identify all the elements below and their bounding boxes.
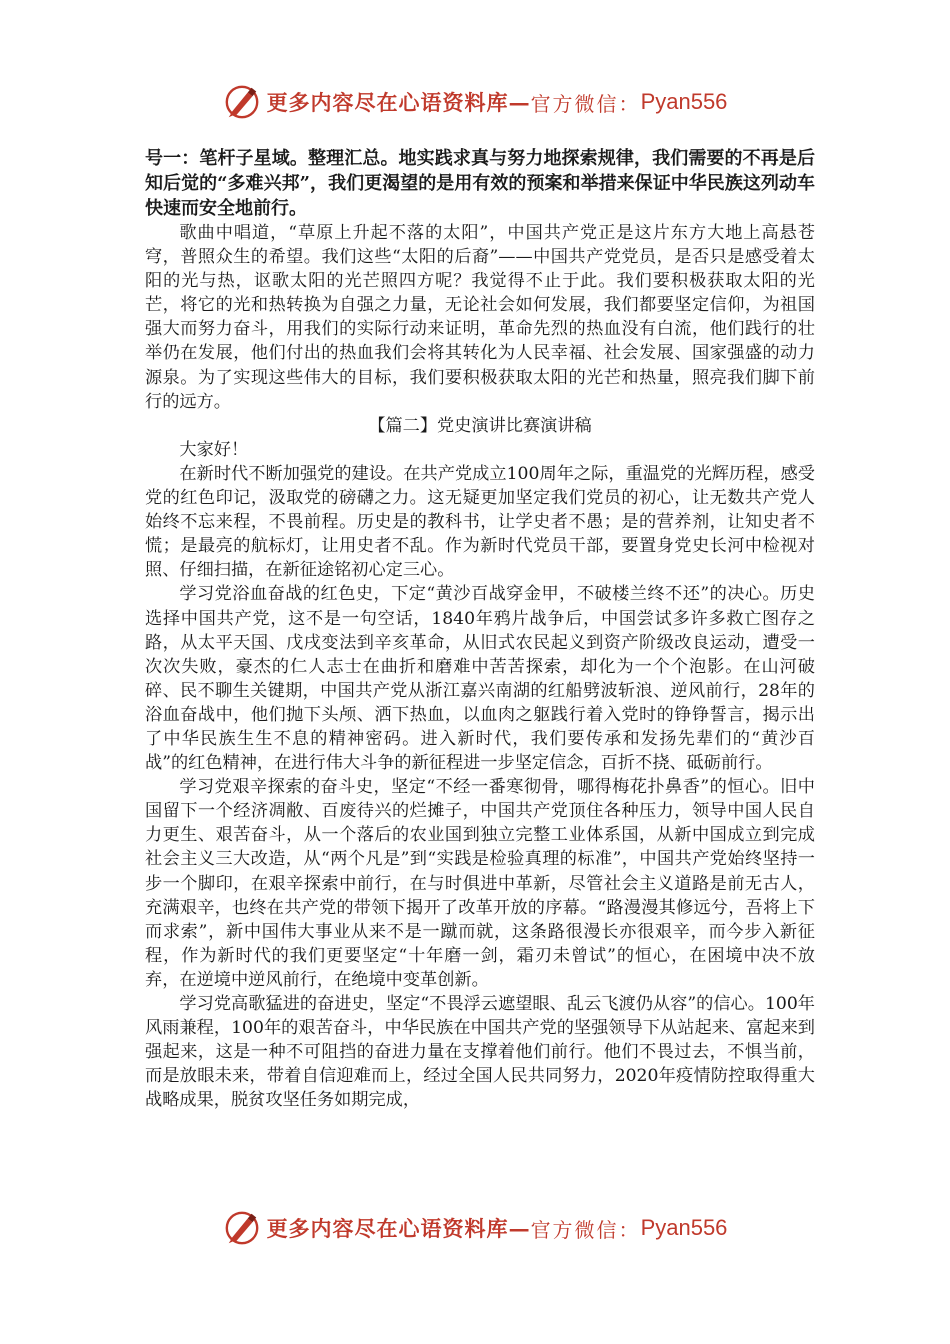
paragraph-red-history: 学习党浴血奋战的红色史，下定“黄沙百战穿金甲，不破楼兰终不还”的决心。历史选择中国共产党，这不是一句空话，1840年鸦片战争后，中国尝试多许多救亡图存之路，从太平天国、戊戌变法到辛亥革命，从旧式农民起义到资产阶级改良运动，遭受一次次失败，豪杰的仁人志士在曲折和磨难中苦苦探索，却化为一个个泡影。在山河破碎、民不聊生关键期，中国共产党从浙江嘉兴南湖的红船劈波斩浪、逆风前行，28年的浴血奋战中，他们抛下头颅、洒下热血，以血肉之躯践行着入党时的铮铮誓言，揭示出了中华民族生生不息的精神密码。进入新时代，我们要传承和发扬先辈们的“黄沙百战”的红色精神，在进行伟大斗争的新征程进一步坚定信念，百折不挠、砥砺前行。	[145, 584, 815, 774]
banner-contact-label: 官方微信：	[530, 91, 641, 116]
pen-logo-icon	[223, 83, 261, 121]
paragraph-new-era: 在新时代不断加强党的建设。在共产党成立100周年之际，重温党的光辉历程，感受党的红色印记，汲取党的磅礴之力。这无疑更加坚定我们党员的初心，让无数共产党人始终不忘来程，不畏前程。历史是的教科书，让学史者不愚；是的营养剂，让知史者不慌；是最亮的航标灯，让用史者不乱。作为新时代党员干部，要置身党史长河中检视对照、仔细扫描，在新征途铭初心定三心。	[145, 463, 815, 581]
banner-slogan: 更多内容尽在心语资料库	[266, 1216, 509, 1241]
top-banner	[0, 80, 950, 124]
section-heading: 【篇二】党史演讲比赛演讲稿	[368, 415, 592, 436]
banner-contact-label: 官方微信：	[530, 1217, 641, 1242]
paragraph-sun-song: 歌曲中唱道，“草原上升起不落的太阳”，中国共产党正是这片东方大地上高悬苍穹，普照众生的希望。我们这些“太阳的后裔”——中国共产党党员，是否只是感受着太阳的光与热，讴歌太阳的光芒照四方呢？我觉得不止于此。我们要积极获取太阳的光芒，将它的光和热转换为自强之力量，无论社会如何发展，我们都要坚定信仰，为祖国强大而努力奋斗，用我们的实际行动来证明，革命先烈的热血没有白流，他们践行的壮举仍在发展，他们付出的热血我们会将其转化为人民幸福、社会发展、国家强盛的动力源泉。为了实现这些伟大的目标，我们要积极获取太阳的光芒和热量，照亮我们脚下前行的远方。	[145, 223, 815, 412]
paragraph-intro-continued: 号一：笔杆子星域。整理汇总。地实践求真与努力地探索规律，我们需要的不再是后知后觉的“多难兴邦”，我们更渴望的是用有效的预案和举措来保证中华民族这列动车快速而安全地前行。	[145, 148, 815, 219]
banner-dash: —	[508, 89, 531, 115]
pen-logo-icon	[223, 1209, 261, 1247]
paragraph-struggle-history: 学习党艰辛探索的奋斗史，坚定“不经一番寒彻骨，哪得梅花扑鼻香”的恒心。旧中国留下一个经济凋敝、百废待兴的烂摊子，中国共产党顶住各种压力，领导中国人民自力更生、艰苦奋斗，从一个落后的农业国到独立完整工业体系国，从新中国成立到完成社会主义三大改造，从“两个凡是”到“实践是检验真理的标准”，中国共产党始终坚持一步一个脚印，在艰辛探索中前行，在与时俱进中革新，尽管社会主义道路是前无古人，充满艰辛，也终在共产党的带领下揭开了改革开放的序幕。“路漫漫其修远兮，吾将上下而求索”，新中国伟大事业从来不是一蹴而就，这条路很漫长亦很艰辛，而今步入新征程，作为新时代的我们更要坚定“十年磨一剑，霜刃未曾试”的恒心，在困境中决不放弃，在逆境中逆风前行，在绝境中变革创新。	[145, 777, 815, 990]
banner-dash: —	[508, 1215, 531, 1241]
banner-slogan: 更多内容尽在心语资料库	[266, 90, 509, 115]
greeting: 大家好！	[179, 439, 249, 460]
bottom-banner	[0, 1206, 950, 1250]
paragraph-progress-history: 学习党高歌猛进的奋进史，坚定“不畏浮云遮望眼、乱云飞渡仍从容”的信心。100年风雨兼程，100年的艰苦奋斗，中华民族在中国共产党的坚强领导下从站起来、富起来到强起来，这是一种不可阻挡的奋进力量在支撑着他们前行。他们不畏过去，不惧当前，而是放眼未来，带着自信迎难而上，经过全国人民共同努力，2020年疫情防控取得重大战略成果，脱贫攻坚任务如期完成，	[145, 994, 815, 1111]
document-body	[145, 146, 815, 1112]
banner-contact-id: Pyan556	[640, 89, 728, 114]
banner-contact-id: Pyan556	[640, 1215, 728, 1240]
